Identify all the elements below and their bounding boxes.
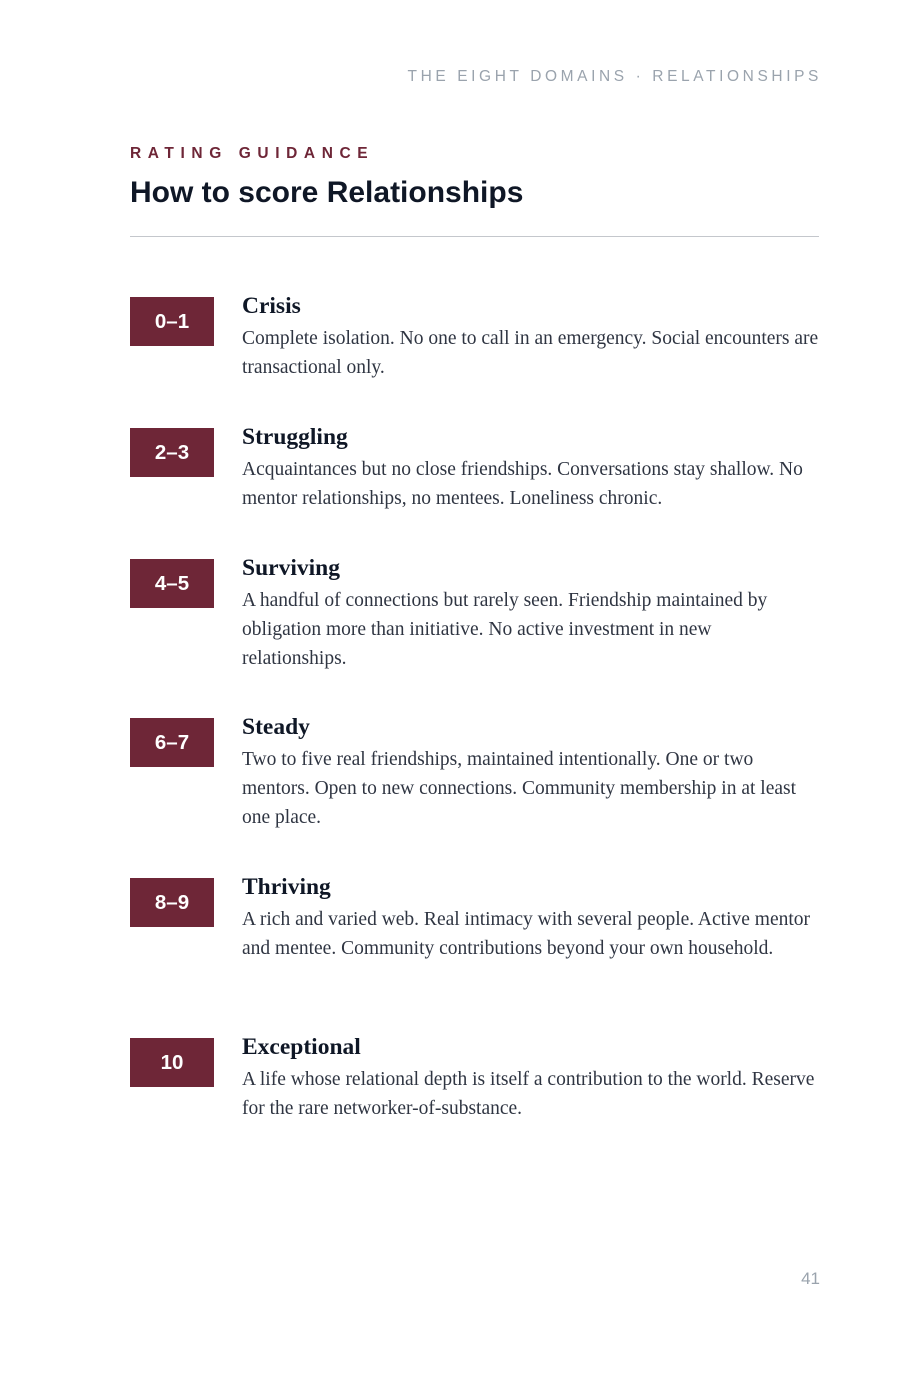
level-body (242, 711, 820, 832)
level-description: A handful of connections but rarely seen. Friendship maintained by obligation more than initiative. No active investment in new relationships. (242, 590, 768, 669)
rating-level-thriving (130, 871, 820, 1031)
level-description: A life whose relational depth is itself a contribution to the world. Reserve for the rare networker-of-substance. (242, 1069, 815, 1119)
level-body (242, 290, 820, 383)
score-badge: 2–3 (130, 428, 214, 477)
level-description: Complete isolation. No one to call in an emergency. Social encounters are transactional only. (242, 328, 819, 378)
score-badge: 0–1 (130, 297, 214, 346)
rating-level-exceptional (130, 1031, 820, 1162)
level-body (242, 1031, 820, 1124)
rating-levels-list (130, 290, 820, 1162)
running-header: THE EIGHT DOMAINS · RELATIONSHIPS (407, 68, 822, 85)
level-description: Acquaintances but no close friendships. Conversations stay shallow. No mentor relationships, no mentees. Loneliness chronic. (242, 459, 803, 509)
rating-level-surviving (130, 552, 820, 711)
level-name: Struggling (242, 424, 348, 450)
level-description: A rich and varied web. Real intimacy with several people. Active mentor and mentee. Community contributions beyond your own household. (242, 909, 811, 959)
page-number: 41 (801, 1269, 820, 1288)
rating-level-struggling (130, 421, 820, 552)
score-badge: 8–9 (130, 878, 214, 927)
page-title: How to score Relationships (130, 176, 524, 209)
rating-level-crisis (130, 290, 820, 421)
rating-level-steady (130, 711, 820, 871)
level-name: Surviving (242, 555, 340, 581)
level-body (242, 871, 820, 964)
level-description: Two to five real friendships, maintained intentionally. One or two mentors. Open to new connections. Community membership in at least one place. (242, 749, 797, 828)
level-body (242, 552, 820, 673)
score-badge: 10 (130, 1038, 214, 1087)
level-name: Exceptional (242, 1034, 361, 1060)
title-divider (130, 236, 819, 237)
level-name: Steady (242, 714, 310, 740)
level-body (242, 421, 820, 514)
level-name: Crisis (242, 293, 301, 319)
score-badge: 6–7 (130, 718, 214, 767)
level-name: Thriving (242, 874, 331, 900)
section-eyebrow: RATING GUIDANCE (130, 145, 375, 162)
score-badge: 4–5 (130, 559, 214, 608)
